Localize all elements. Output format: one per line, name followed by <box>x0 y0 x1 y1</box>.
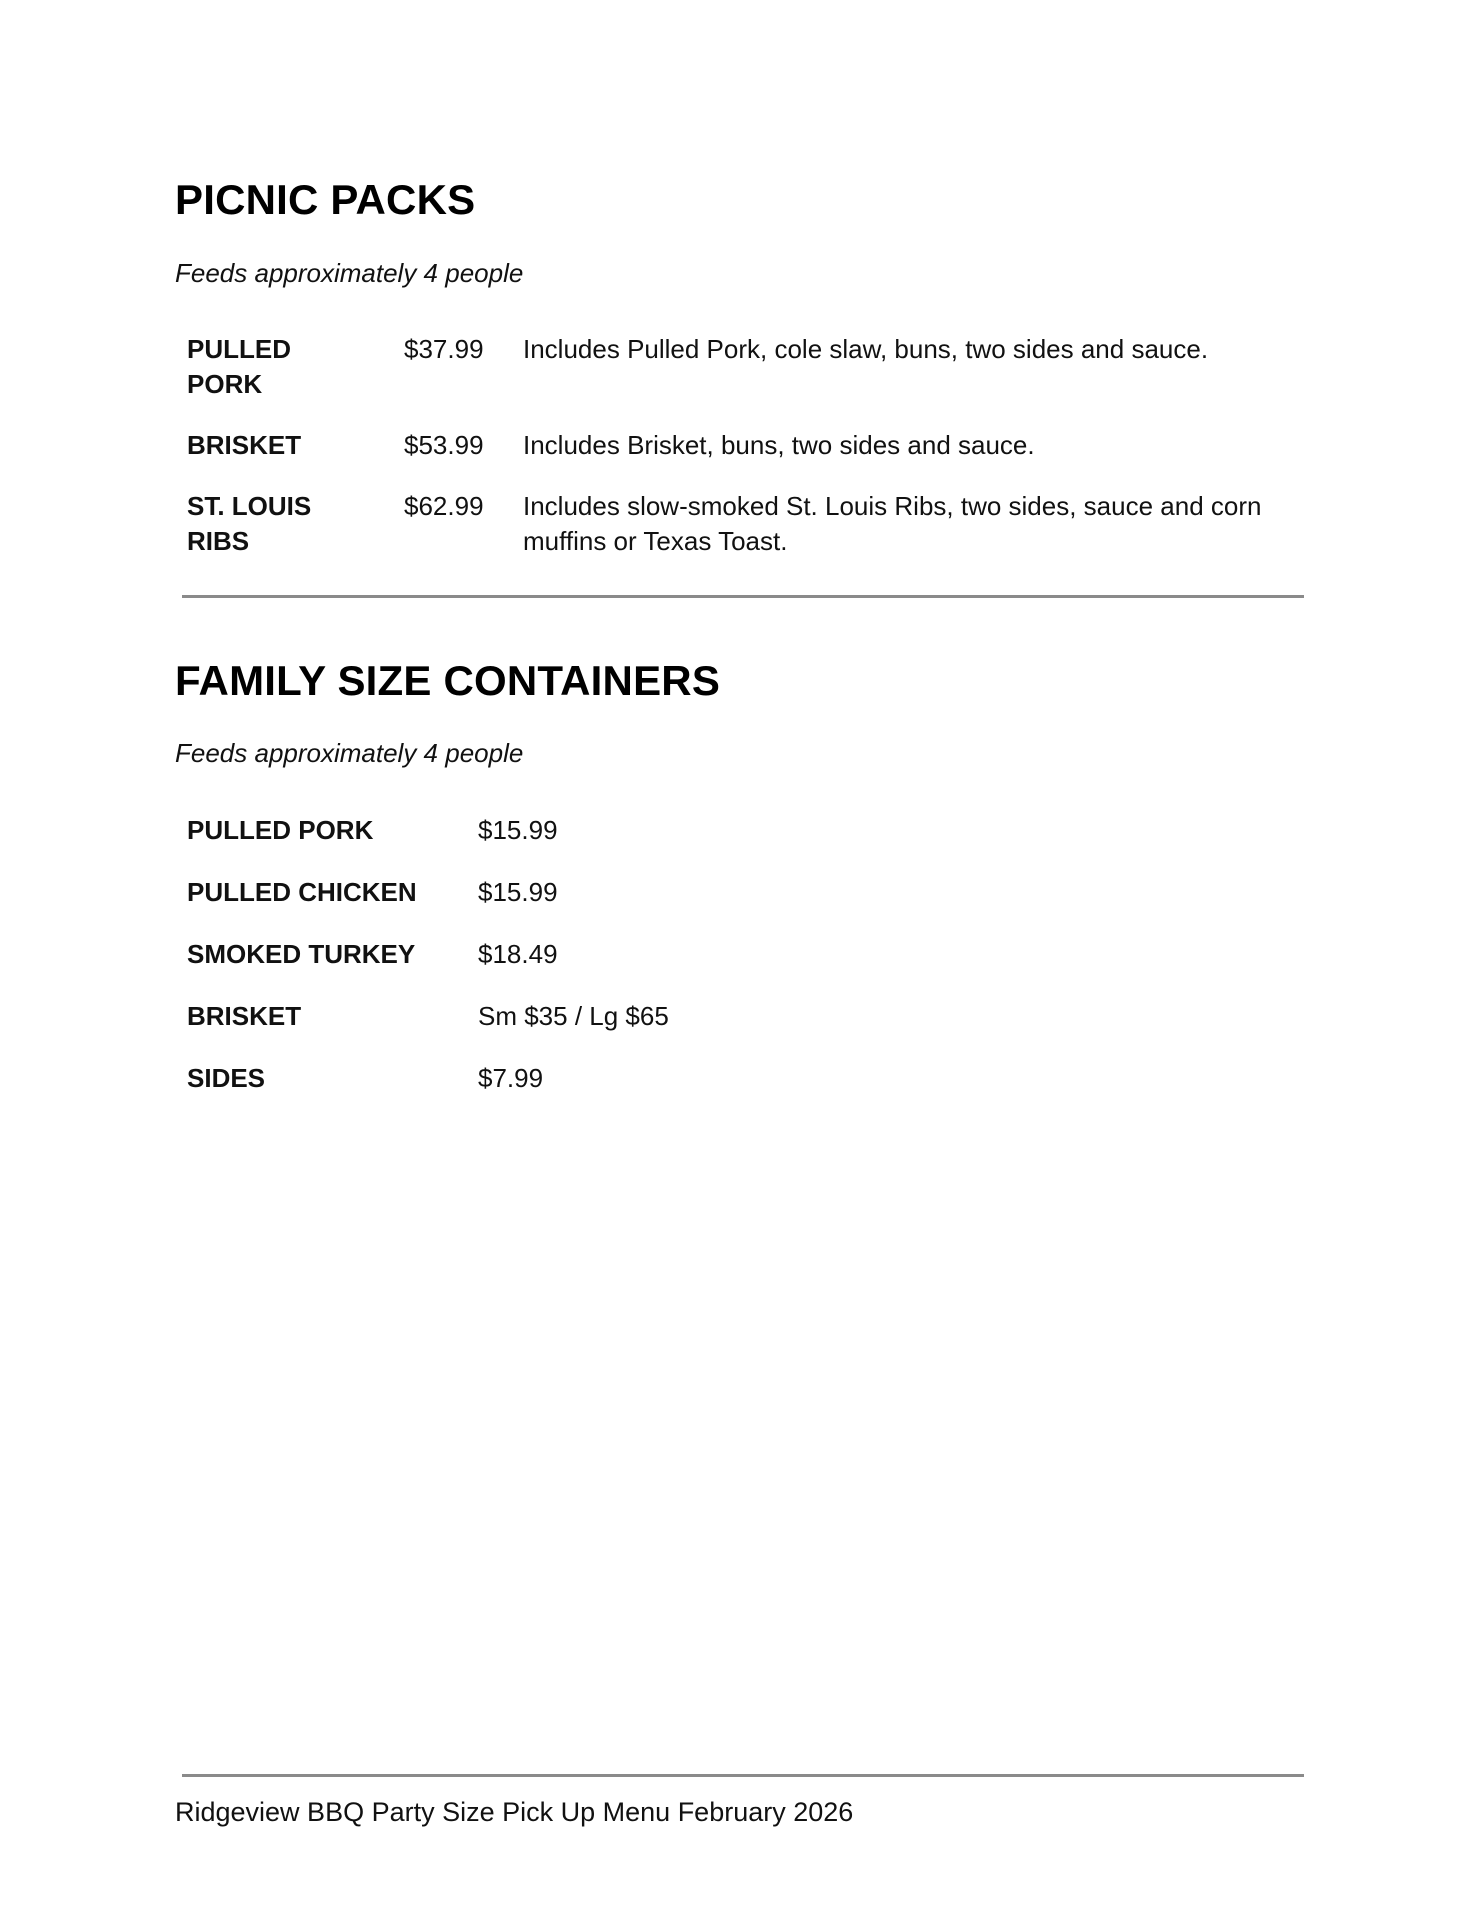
picnic-packs-title: PICNIC PACKS <box>175 176 476 223</box>
item-name-line: PORK <box>187 369 263 399</box>
item-price: $62.99 <box>404 491 484 521</box>
item-name-line: RIBS <box>187 526 250 556</box>
item-description <box>523 332 1307 402</box>
family-size-subtitle: Feeds approximately 4 people <box>175 738 524 768</box>
section-divider <box>182 595 1304 598</box>
item-description-line: Includes Brisket, buns, two sides and sauce. <box>523 430 1035 460</box>
family-size-title: FAMILY SIZE CONTAINERS <box>175 657 721 704</box>
picnic-packs-table <box>187 332 1307 559</box>
item-price: $53.99 <box>404 430 484 460</box>
item-name <box>187 428 404 463</box>
item-name: PULLED CHICKEN <box>187 877 417 907</box>
item-description-line: Includes slow-smoked St. Louis Ribs, two sides, sauce and corn <box>523 491 1262 521</box>
table-row <box>187 937 787 972</box>
picnic-packs-subtitle: Feeds approximately 4 people <box>175 258 524 288</box>
item-name: SIDES <box>187 1063 266 1093</box>
item-name-line: BRISKET <box>187 430 302 460</box>
item-name <box>187 332 404 402</box>
item-name-line: ST. LOUIS <box>187 491 312 521</box>
footer-text: Ridgeview BBQ Party Size Pick Up Menu February 2026 <box>175 1797 854 1827</box>
item-price: $18.49 <box>478 939 558 969</box>
item-price: $37.99 <box>404 334 484 364</box>
family-size-table <box>187 813 787 1096</box>
item-description <box>523 489 1307 559</box>
table-row <box>187 875 787 910</box>
table-row <box>187 489 1307 559</box>
table-row <box>187 1061 787 1096</box>
item-price: Sm $35 / Lg $65 <box>478 1001 669 1031</box>
item-name: SMOKED TURKEY <box>187 939 416 969</box>
item-price: $15.99 <box>478 877 558 907</box>
footer-divider <box>182 1774 1304 1777</box>
item-name-line: PULLED <box>187 334 291 364</box>
item-name <box>187 489 404 559</box>
item-price: $15.99 <box>478 815 558 845</box>
table-row <box>187 332 1307 402</box>
item-name: BRISKET <box>187 1001 302 1031</box>
table-row <box>187 428 1307 463</box>
table-row <box>187 999 787 1034</box>
item-description <box>523 428 1307 463</box>
item-name: PULLED PORK <box>187 815 374 845</box>
item-description-line: Includes Pulled Pork, cole slaw, buns, two sides and sauce. <box>523 334 1209 364</box>
item-description-line: muffins or Texas Toast. <box>523 526 788 556</box>
table-row <box>187 813 787 848</box>
item-price: $7.99 <box>478 1063 544 1093</box>
